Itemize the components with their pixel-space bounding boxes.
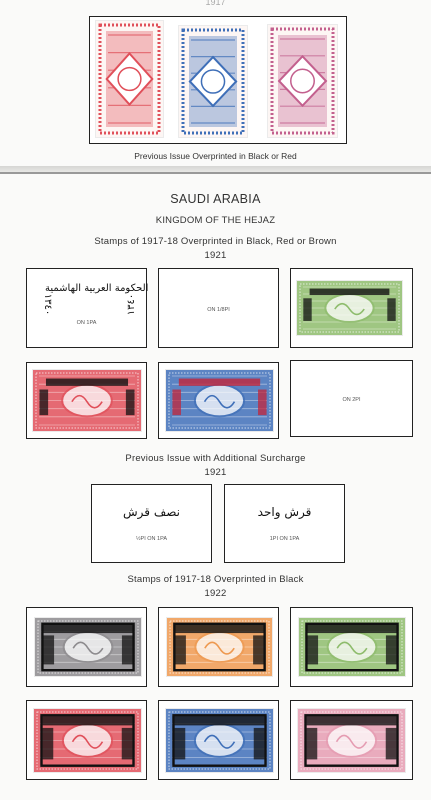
overprint-year-left: ١٣٤٠ (42, 293, 54, 316)
empty-space-half-pi-on-1pa[interactable] (91, 484, 212, 563)
stamp-1922-green-overprint[interactable] (298, 617, 406, 677)
overprint-arabic-text: الحكومة العربية الهاشمية (45, 283, 149, 294)
section-title-surcharge: Previous Issue with Additional Surcharge (125, 453, 306, 464)
space-caption: 1PI ON 1PA (269, 536, 300, 542)
space-caption: ON 1PA (76, 320, 97, 326)
section-year-1922: 1922 (204, 588, 227, 599)
section-year-1921-overprint: 1921 (204, 250, 227, 261)
stamp-1921-red-overprint[interactable] (32, 369, 142, 432)
empty-space-on-2pi[interactable] (290, 360, 413, 437)
space-caption: ½PI ON 1PA (135, 536, 168, 542)
space-caption: ON 2PI (342, 397, 361, 403)
section-title-1921-overprint: Stamps of 1917-18 Overprinted in Black, Red or Brown (94, 236, 337, 247)
section-year-surcharge: 1921 (204, 467, 227, 478)
stamp-1922-red-overprint[interactable] (33, 708, 142, 773)
album-page-top (0, 0, 431, 168)
stamp-1921-green-overprint[interactable] (296, 280, 403, 336)
country-title: SAUDI ARABIA (170, 192, 261, 206)
stamp-1922-blue-overprint[interactable] (165, 708, 274, 773)
stamp-1922-gray-overprint[interactable] (34, 617, 142, 677)
surcharge-arabic-half: نصف قرش (123, 505, 180, 519)
stamp-1921-blue-overprint[interactable] (165, 369, 274, 432)
surcharge-arabic-one: قرش واحد (257, 505, 312, 519)
stamp-1917-red[interactable] (95, 20, 164, 138)
section-title-1922: Stamps of 1917-18 Overprinted in Black (127, 574, 304, 585)
top-page-caption: Previous Issue Overprinted in Black or Red (134, 151, 297, 161)
empty-space-on-1pa[interactable] (26, 268, 147, 348)
overprint-year-right: ١٣٤٠ (126, 293, 138, 316)
empty-space-1pi-on-1pa[interactable] (224, 484, 345, 563)
top-page-year: 1917 (205, 0, 226, 7)
stamp-1922-pink-overprint[interactable] (297, 708, 406, 773)
stamp-1917-blue[interactable] (178, 25, 248, 138)
stamp-1917-magenta[interactable] (267, 24, 338, 138)
empty-space-on-1-8pi[interactable] (158, 268, 279, 348)
country-subtitle: KINGDOM OF THE HEJAZ (155, 215, 276, 226)
space-caption: ON 1/8PI (207, 307, 230, 313)
stamp-1922-orange-overprint[interactable] (166, 617, 273, 677)
